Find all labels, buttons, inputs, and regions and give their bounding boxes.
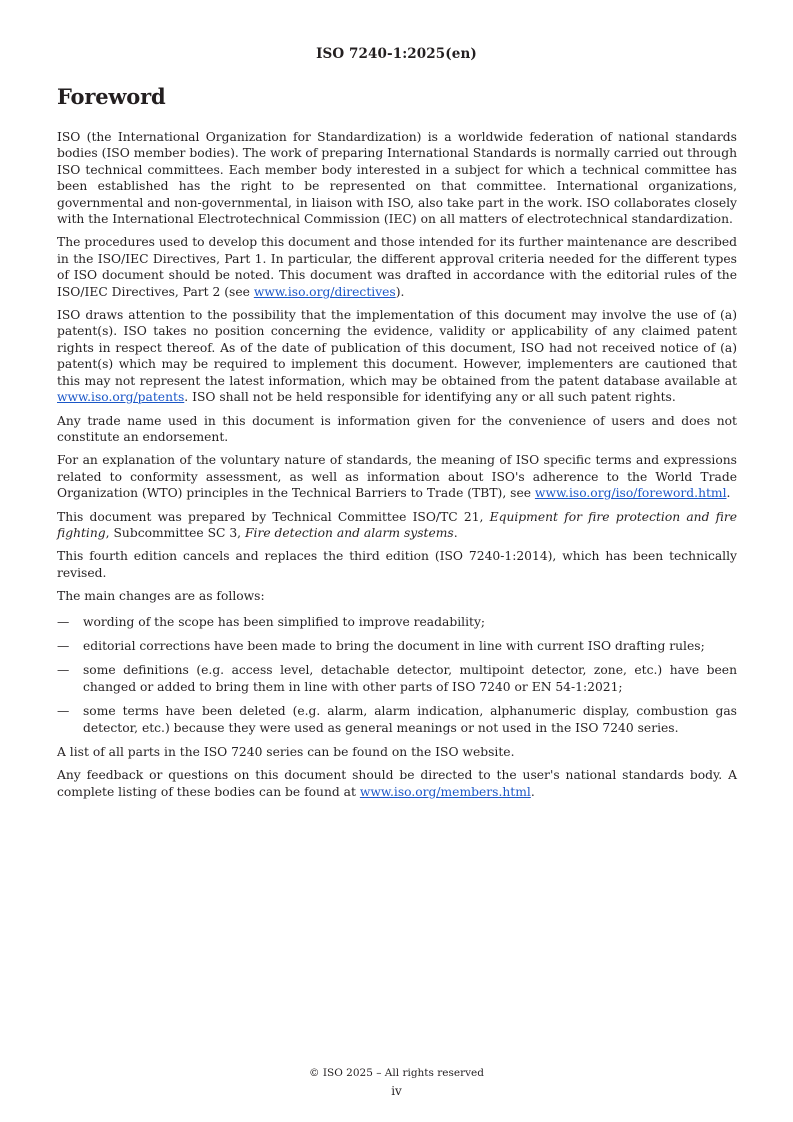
dash-bullet: —	[57, 663, 70, 678]
paragraph-end: .	[530, 784, 535, 799]
list-item-text: editorial corrections have been made to bring the document in line with current ISO drafting rules;	[83, 638, 705, 653]
dash-bullet: —	[57, 638, 70, 653]
copyright-notice: © ISO 2025 – All rights reserved	[309, 1067, 484, 1079]
paragraph-end: .	[726, 486, 731, 501]
paragraph-text: This document was prepared by Technical Committee ISO/TC 21,	[57, 509, 490, 524]
paragraph-text: Any feedback or questions on this document should be directed to the user's national standards body. A complete listing of these bodies can be found at	[57, 768, 737, 799]
page-title: Foreword	[57, 84, 166, 109]
paragraph-text: For an explanation of the voluntary nature of standards, the meaning of ISO specific terms and expressions related to conformity assessment, as well as information about ISO's adherence to the World Trade Organization (WTO) principles in the Technical Barriers to Trade (TBT), see	[57, 453, 737, 501]
paragraph-trade-name: Any trade name used in this document is information given for the convenience of users and does not constitute an endorsement.	[57, 413, 737, 444]
changes-list	[57, 614, 737, 736]
dash-bullet: —	[57, 614, 70, 629]
paragraph-text: The procedures used to develop this document and those intended for its further maintenance are described in the ISO/IEC Directives, Part 1. In particular, the different approval criteria needed for the different types of ISO document should be noted. This document was drafted in accordance with the editorial rules of the ISO/IEC Directives, Part 2 (see	[57, 235, 737, 299]
members-link[interactable]: www.iso.org/members.html	[359, 784, 531, 799]
list-item-text: some terms have been deleted (e.g. alarm, alarm indication, alphanumeric display, combustion gas detector, etc.) because they were used as general meanings or not used in the ISO 7240 series.	[83, 704, 737, 735]
paragraph-end: .	[453, 525, 458, 540]
list-item	[57, 638, 737, 654]
foreword-body	[57, 129, 737, 807]
directives-link[interactable]: www.iso.org/directives	[253, 284, 396, 299]
paragraph-patents	[57, 307, 737, 405]
paragraph-committee	[57, 509, 737, 542]
list-item	[57, 703, 737, 736]
paragraph-text: ISO draws attention to the possibility that the implementation of this document may involve the use of (a) patent(s). ISO takes no position concerning the evidence, validity or applicability of any claimed patent rights in respect thereof. As of the date of publication of this document, ISO had not received notice of (a) patent(s) which may be required to implement this document. However, implementers are cautioned that this may not represent the latest information, which may be obtained from the patent database available at	[57, 308, 737, 388]
list-item	[57, 614, 737, 630]
paragraph-feedback	[57, 767, 737, 800]
page-number: iv	[391, 1084, 402, 1098]
patents-link[interactable]: www.iso.org/patents	[57, 390, 185, 405]
paragraph-iso-intro: ISO (the International Organization for Standardization) is a worldwide federation of national standards bodies (ISO member bodies). The work of preparing International Standards is normally carried out through ISO technical committees. Each member body interested in a subject for which a technical committee has been established has the right to be represented on that committee. International organizations, governmental and non-governmental, in liaison with ISO, also take part in the work. ISO collaborates closely with the International Electrotechnical Commission (IEC) on all matters of electrotechnical standardization.	[57, 130, 737, 227]
paragraph-end: . ISO shall not be held responsible for identifying any or all such patent rights.	[184, 390, 676, 405]
paragraph-procedures	[57, 234, 737, 300]
foreword-link[interactable]: www.iso.org/iso/foreword.html	[534, 486, 727, 501]
list-item	[57, 662, 737, 695]
paragraph-text: , Subcommittee SC 3,	[105, 525, 245, 540]
list-item-text: wording of the scope has been simplified to improve readability;	[83, 614, 486, 629]
paragraph-voluntary-nature	[57, 452, 737, 501]
paragraph-edition: This fourth edition cancels and replaces the third edition (ISO 7240-1:2014), which has been technically revised.	[57, 549, 737, 580]
paragraph-end: ).	[395, 284, 405, 299]
subcommittee-title: Fire detection and alarm systems	[244, 525, 454, 540]
page-footer	[0, 1066, 793, 1098]
committee-title: Equipment for fire protection and fire fighting	[57, 509, 737, 540]
list-item-text: some definitions (e.g. access level, detachable detector, multipoint detector, zone, etc.) have been changed or added to bring them in line with other parts of ISO 7240 or EN 54-1:2021;	[83, 663, 737, 694]
paragraph-main-changes: The main changes are as follows:	[57, 589, 265, 604]
dash-bullet: —	[57, 704, 70, 719]
document-id-header: ISO 7240-1:2025(en)	[316, 46, 477, 62]
paragraph-series-list: A list of all parts in the ISO 7240 series can be found on the ISO website.	[57, 745, 515, 759]
